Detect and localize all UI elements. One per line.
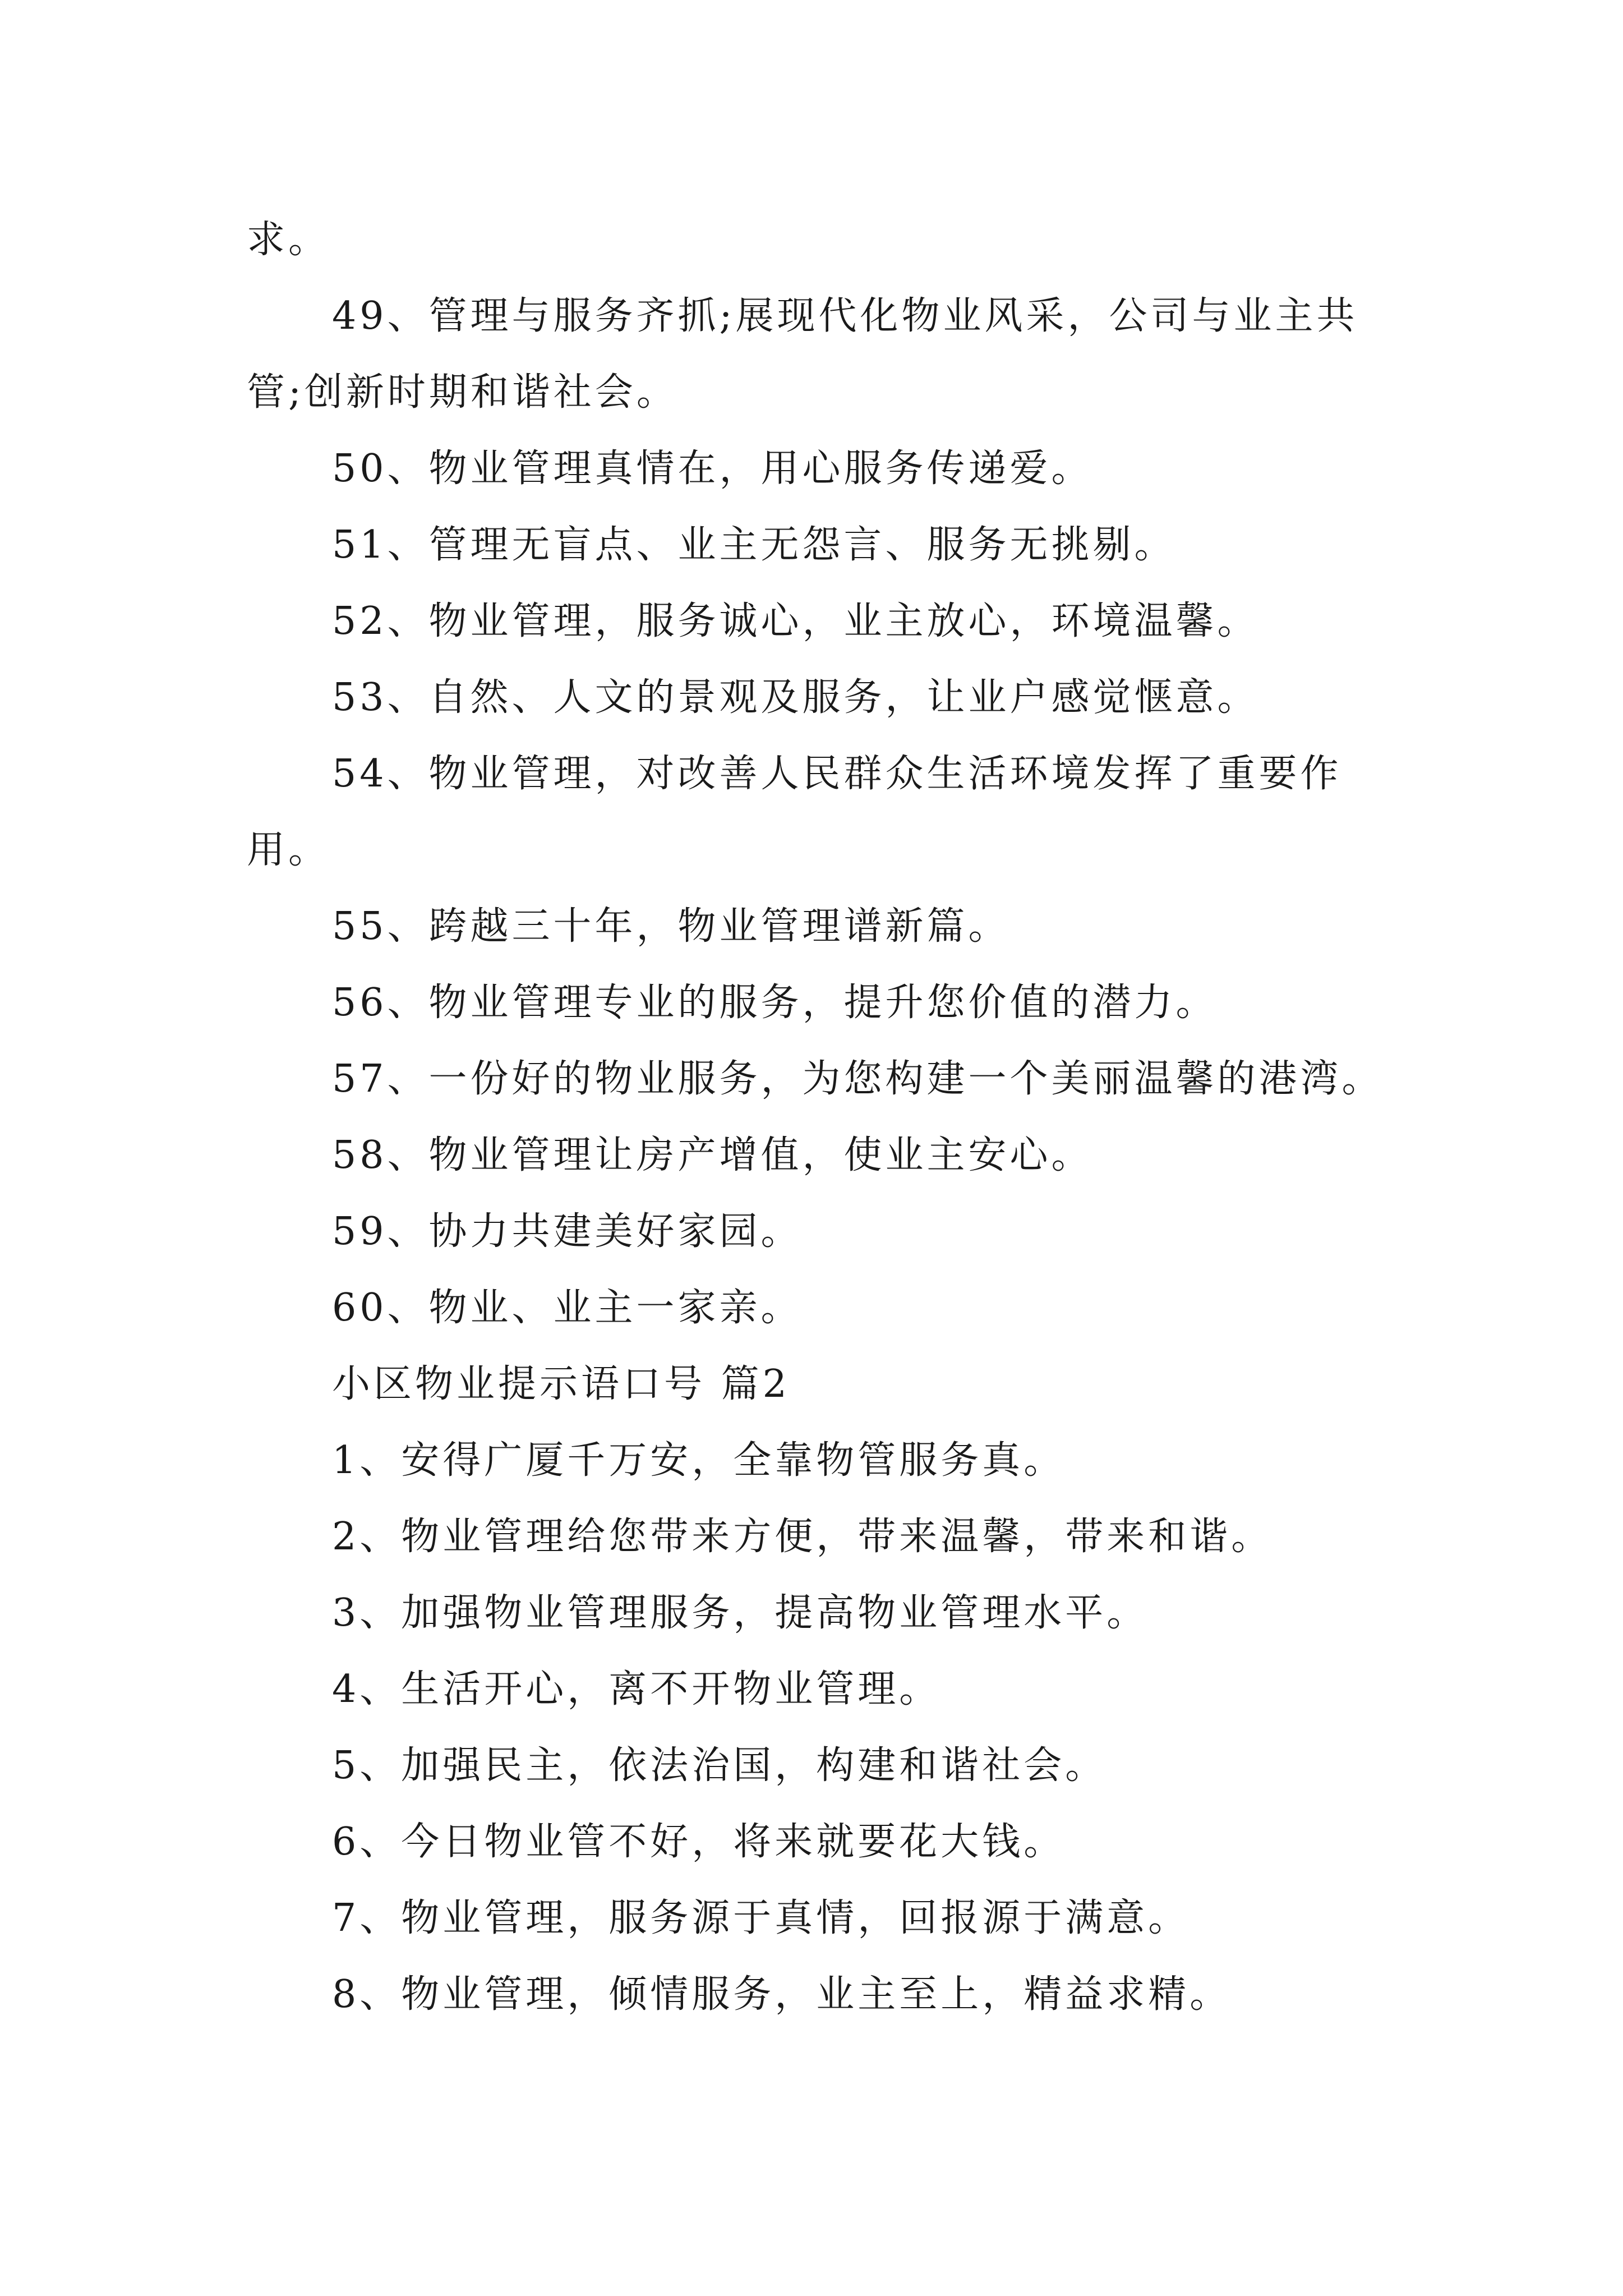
paragraph: 5、加强民主，依法治国，构建和谐社会。 <box>332 1743 1107 1788</box>
paragraph: 2、物业管理给您带来方便，带来温馨，带来和谐。 <box>332 1515 1273 1559</box>
section-heading: 小区物业提示语口号 篇2 <box>332 1362 790 1406</box>
paragraph: 3、加强物业管理服务，提高物业管理水平。 <box>332 1591 1149 1635</box>
paragraph: 求。 <box>247 218 330 262</box>
paragraph: 59、协力共建美好家园。 <box>332 1209 803 1254</box>
paragraph: 50、物业管理真情在，用心服务传递爱。 <box>332 447 1093 491</box>
paragraph: 7、物业管理，服务源于真情，回报源于满意。 <box>332 1896 1190 1940</box>
paragraph: 54、物业管理，对改善人民群众生活环境发挥了重要作用。 <box>247 752 1342 872</box>
paragraph: 57、一份好的物业服务，为您构建一个美丽温馨的港湾。 <box>332 1057 1384 1101</box>
paragraph: 4、生活开心，离不开物业管理。 <box>332 1667 941 1711</box>
paragraph: 56、物业管理专业的服务，提升您价值的潜力。 <box>332 981 1218 1025</box>
paragraph: 60、物业、业主一家亲。 <box>332 1286 803 1330</box>
paragraph: 53、自然、人文的景观及服务，让业户感觉惬意。 <box>332 675 1259 720</box>
document-body <box>247 202 1391 2033</box>
paragraph: 52、物业管理，服务诚心，业主放心，环境温馨。 <box>332 599 1259 643</box>
paragraph: 6、今日物业管不好，将来就要花大钱。 <box>332 1820 1066 1864</box>
paragraph: 49、管理与服务齐抓;展现代化物业风采，公司与业主共管;创新时期和谐社会。 <box>247 294 1358 415</box>
paragraph: 55、跨越三十年，物业管理谱新篇。 <box>332 904 1010 949</box>
paragraph: 8、物业管理，倾情服务，业主至上，精益求精。 <box>332 1972 1232 2017</box>
paragraph: 1、安得广厦千万安，全靠物管服务真。 <box>332 1438 1066 1483</box>
paragraph: 51、管理无盲点、业主无怨言、服务无挑剔。 <box>332 523 1176 567</box>
paragraph: 58、物业管理让房产增值，使业主安心。 <box>332 1133 1093 1177</box>
